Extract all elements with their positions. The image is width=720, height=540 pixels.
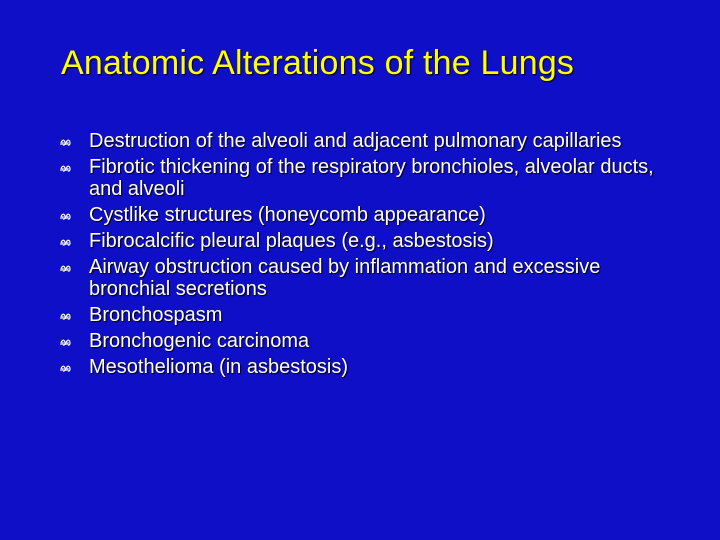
swirl-bullet-icon: [60, 138, 72, 147]
bullet-item: [60, 356, 660, 378]
bullet-text: Bronchospasm: [89, 304, 223, 326]
swirl-bullet-icon: [60, 164, 72, 173]
swirl-bullet-icon: [60, 212, 72, 221]
swirl-bullet-icon: [60, 238, 72, 247]
bullet-item: [60, 156, 660, 200]
bullet-text: Bronchogenic carcinoma: [89, 330, 310, 352]
bullet-list: [60, 130, 660, 382]
bullet-item: [60, 256, 660, 300]
swirl-bullet-icon: [60, 364, 72, 373]
bullet-text: Mesothelioma (in asbestosis): [89, 356, 348, 378]
bullet-item: [60, 304, 660, 326]
swirl-bullet-icon: [60, 312, 72, 321]
bullet-text: Fibrotic thickening of the respiratory bronchioles, alveolar ducts, and alveoli: [89, 156, 654, 200]
bullet-text: Fibrocalcific pleural plaques (e.g., asbestosis): [89, 230, 494, 252]
slide-title: Anatomic Alterations of the Lungs: [61, 44, 575, 82]
bullet-item: [60, 330, 660, 352]
bullet-item: [60, 130, 660, 152]
bullet-item: [60, 230, 660, 252]
swirl-bullet-icon: [60, 338, 72, 347]
bullet-item: [60, 204, 660, 226]
bullet-text: Destruction of the alveoli and adjacent pulmonary capillaries: [89, 130, 622, 152]
bullet-text: Cystlike structures (honeycomb appearance): [89, 204, 486, 226]
swirl-bullet-icon: [60, 264, 72, 273]
bullet-text: Airway obstruction caused by inflammation and excessive bronchial secretions: [89, 256, 601, 300]
